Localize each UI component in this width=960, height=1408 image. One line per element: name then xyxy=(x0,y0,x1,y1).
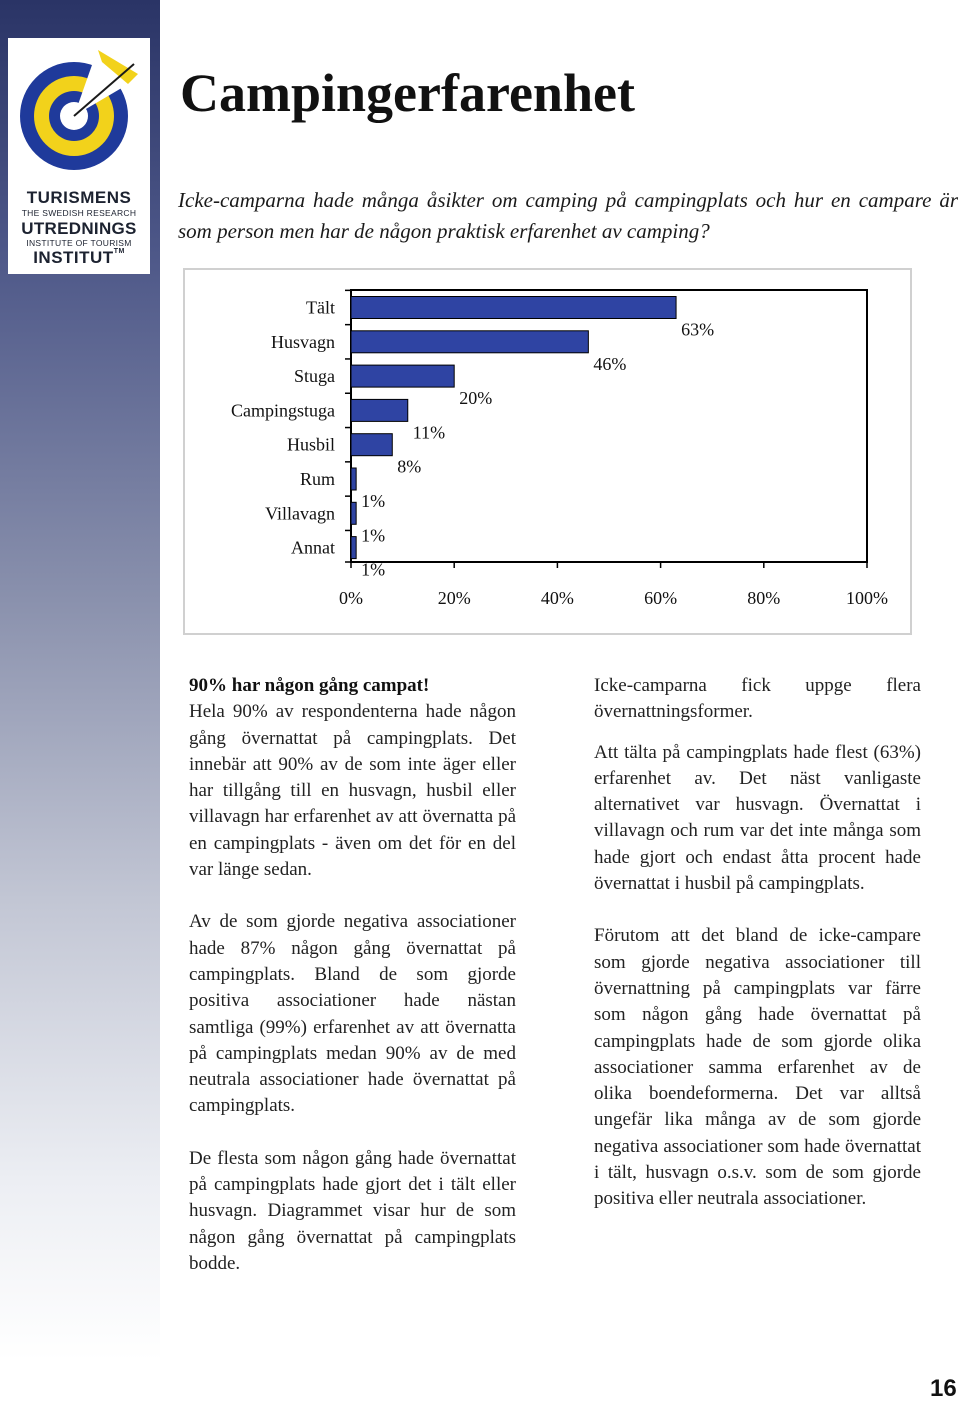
category-label: Tält xyxy=(306,297,335,318)
right-paragraph-3: Förutom att det bland de icke-campare som gjorde negativa associationer till övernattning på campingplats var färre som någon gång hade övernattat på campingplats hade de som gjorde olika associationer samma erfarenhet av de olika boendeformerna. Det var alltså ungefär lika många av de som gjorde negativa associationer som hade övernattat i tält, husvagn o.s.v. som de som gjorde positiva eller neutrala associationer. xyxy=(594,925,921,1210)
logo-line-3: UTREDNINGS xyxy=(21,219,137,238)
bar xyxy=(351,365,454,387)
left-paragraph-1-body: Hela 90% av respondenterna hade någon gång övernattat på campingplats. Det innebär att 90% av de som inte äger eller har tillgång till en husvagn, husbil eller villavagn har erfarenhet av att övernatta på en campingplats - även om det för en del var länge sedan. xyxy=(189,701,516,881)
category-label: Annat xyxy=(291,537,335,558)
category-label: Villavagn xyxy=(265,503,335,524)
value-label: 1% xyxy=(361,491,386,511)
value-label: 1% xyxy=(361,525,386,546)
x-tick-label: 100% xyxy=(846,588,888,608)
bar xyxy=(351,434,392,456)
value-label: 8% xyxy=(397,456,422,477)
category-label: Husvagn xyxy=(271,331,335,352)
intro-text: Icke-camparna hade många åsikter om camping på campingplats och hur en campare är som person men har de någon praktisk erfarenhet av camping? xyxy=(178,188,958,243)
logo-trademark: TM xyxy=(113,248,125,255)
page-number: 16 xyxy=(930,1375,957,1402)
bar xyxy=(351,502,356,524)
x-tick-label: 0% xyxy=(339,588,363,608)
bar xyxy=(351,297,676,319)
category-label: Rum xyxy=(299,469,335,489)
logo-line-1: TURISMENS xyxy=(26,188,132,207)
left-column xyxy=(189,673,516,1303)
category-label: Campingstuga xyxy=(231,400,335,421)
value-label: 11% xyxy=(412,422,446,443)
x-tick-label: 80% xyxy=(747,588,781,608)
right-paragraph-2: Att tälta på campingplats hade flest (63%) erfarenhet av. Det näst vanligaste alternativet var husvagn. Övernattat i villavagn och rum var det inte många som hade gjort och endast åtta procent hade övernattat i husbil på campingplats. xyxy=(594,741,921,895)
sidebar-band xyxy=(0,0,160,1408)
bar xyxy=(351,399,408,421)
left-paragraph-2: Av de som gjorde negativa associationer hade 87% någon gång övernattat på campingplats. Bland de som gjorde positiva associationer hade nästan samtliga (99%) erfarenhet av att övernatta på campingplats medan 90% av de med neutrala associationer hade övernattat på campingplats. xyxy=(189,911,516,1117)
right-paragraph-1: Icke-camparna fick uppge flera övernattningsformer. xyxy=(594,675,921,723)
left-paragraph-1 xyxy=(189,673,516,883)
bar xyxy=(351,331,588,353)
category-label: Husbil xyxy=(286,434,335,455)
x-tick-label: 60% xyxy=(644,588,678,608)
left-paragraph-3: De flesta som någon gång hade övernattat på campingplats hade gjort det i tält eller husvagn. Diagrammet visar hur de som någon gång övernattat på campingplats bodde. xyxy=(189,1147,516,1274)
x-tick-label: 40% xyxy=(540,588,574,608)
value-label: 63% xyxy=(681,319,715,340)
logo-emblem xyxy=(16,44,142,184)
chart-frame xyxy=(183,268,912,635)
logo-line-4: INSTITUTE OF TOURISM xyxy=(26,238,132,248)
logo xyxy=(8,38,150,274)
value-label: 20% xyxy=(459,388,493,409)
logo-line-5 xyxy=(8,248,150,268)
bar-chart xyxy=(185,270,910,633)
bar xyxy=(351,468,356,490)
value-label: 46% xyxy=(593,353,627,374)
section-heading: 90% har någon gång campat! xyxy=(189,675,430,696)
value-label: 1% xyxy=(361,559,386,580)
x-tick-label: 20% xyxy=(437,588,471,608)
page-title: Campingerfarenhet xyxy=(180,63,635,123)
logo-line-5-text: INSTITUT xyxy=(33,248,114,267)
right-column xyxy=(594,673,921,1239)
bar xyxy=(351,537,356,559)
category-label: Stuga xyxy=(293,366,335,387)
logo-line-2: THE SWEDISH RESEARCH xyxy=(21,208,137,218)
